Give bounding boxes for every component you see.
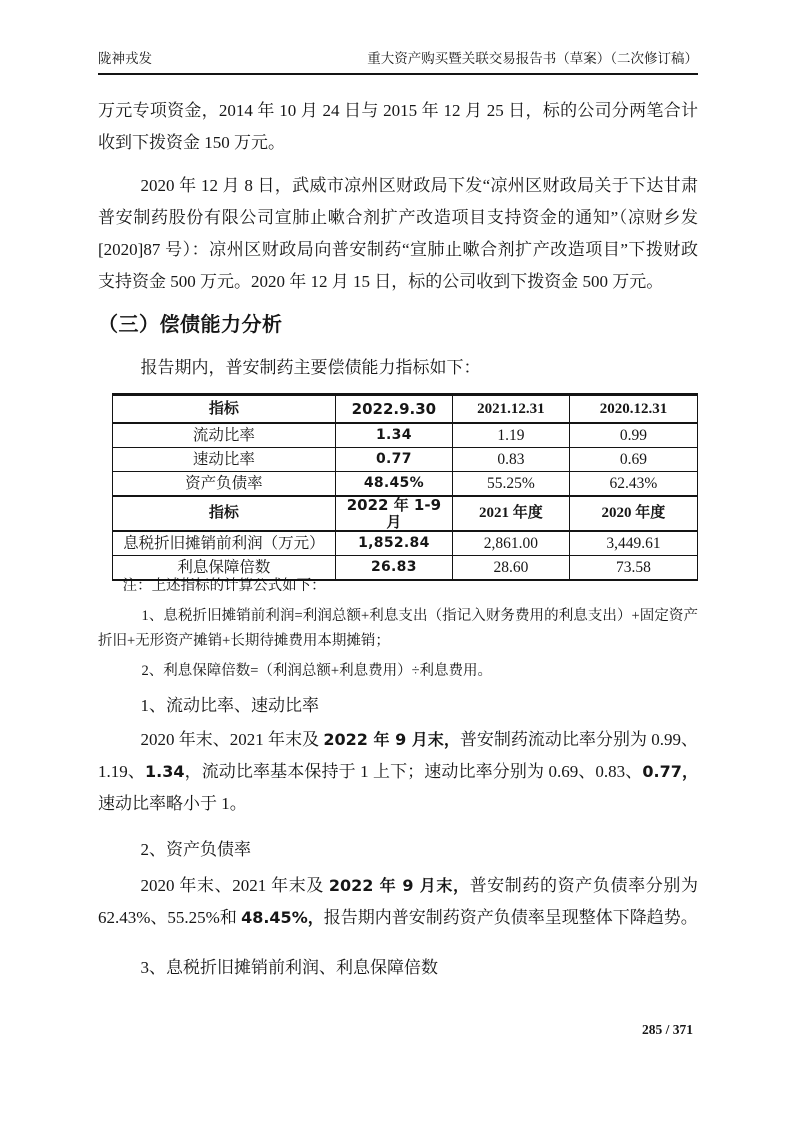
table-notes bbox=[98, 574, 698, 689]
table-cell: 55.25% bbox=[452, 472, 569, 497]
table-cell: 1.34 bbox=[335, 423, 452, 448]
paragraph-funding-notice: 2020 年 12 月 8 日，武威市凉州区财政局下发“凉州区财政局关于下达甘肃普安制药股份有限公司宣肺止嗽合剂扩产改造项目支持资金的通知”（凉财乡发[2020]87 号）：凉州区财政局向普安制药“宣肺止嗽合剂扩产改造项目”下拨财政支持资金 500 万元。2020 年 12 月 15 日，标的公司收到下拨资金 500 万元。 bbox=[98, 176, 698, 291]
note-item-2: 2、利息保障倍数=（利润总额+利息费用）÷利息费用。 bbox=[141, 663, 493, 679]
indicators-table bbox=[112, 393, 698, 581]
table-header-row bbox=[113, 395, 698, 424]
subsection-1-heading: 1、流动比率、速动比率 bbox=[140, 696, 319, 715]
table-cell: 0.77 bbox=[335, 448, 452, 472]
table-cell: 资产负债率 bbox=[113, 472, 336, 497]
table-cell: 0.83 bbox=[452, 448, 569, 472]
table-cell: 1,852.84 bbox=[335, 531, 452, 556]
table-header-row bbox=[113, 496, 698, 531]
subsection-3-heading: 3、息税折旧摊销前利润、利息保障倍数 bbox=[140, 958, 438, 977]
bold-emphasis: 2022 年 9 月末， bbox=[323, 730, 460, 749]
table-cell: 73.58 bbox=[569, 556, 697, 581]
page-number: 285 / 371 bbox=[641, 1022, 693, 1037]
header-left-title: 陇神戎发 bbox=[98, 51, 152, 66]
table-cell: 2020 年度 bbox=[569, 496, 697, 531]
subsection-1-paragraph: 2020 年末、2021 年末及 2022 年 9 月末，普安制药流动比率分别为 0.99、1.19、1.34，流动比率基本保持于 1 上下；速动比率分别为 0.69、0.83、0.77，速动比率略小于 1。 bbox=[98, 730, 699, 813]
table-cell: 3,449.61 bbox=[569, 531, 697, 556]
subsection-2-heading: 2、资产负债率 bbox=[140, 840, 251, 859]
table-cell: 速动比率 bbox=[113, 448, 336, 472]
table-cell: 息税折旧摊销前利润（万元） bbox=[113, 531, 336, 556]
table-cell: 2022 年 1-9 月 bbox=[335, 496, 452, 531]
table-cell: 流动比率 bbox=[113, 423, 336, 448]
table-cell: 62.43% bbox=[569, 472, 697, 497]
table-row bbox=[113, 423, 698, 448]
table-cell: 指标 bbox=[113, 496, 336, 531]
table-cell: 指标 bbox=[113, 395, 336, 424]
table-cell: 26.83 bbox=[335, 556, 452, 581]
paragraph-continuation: 万元专项资金，2014 年 10 月 24 日与 2015 年 12 月 25 日，标的公司分两笔合计收到下拨资金 150 万元。 bbox=[98, 101, 698, 152]
bold-emphasis: 1.34 bbox=[144, 762, 185, 781]
table-cell: 1.19 bbox=[452, 423, 569, 448]
table-cell: 2,861.00 bbox=[452, 531, 569, 556]
table-row bbox=[113, 531, 698, 556]
table-cell: 0.99 bbox=[569, 423, 697, 448]
bold-emphasis: 2022 年 9 月末， bbox=[328, 876, 470, 895]
bold-emphasis: 0.77， bbox=[642, 762, 699, 781]
header-right-title: 重大资产购买暨关联交易报告书（草案）（二次修订稿） bbox=[367, 51, 698, 66]
page-header bbox=[98, 50, 698, 75]
table-intro: 报告期内，普安制药主要偿债能力指标如下： bbox=[140, 358, 481, 377]
table-cell: 28.60 bbox=[452, 556, 569, 581]
table-cell: 2021.12.31 bbox=[452, 395, 569, 424]
subsection-2-paragraph: 2020 年末、2021 年末及 2022 年 9 月末，普安制药的资产负债率分别为 62.43%、55.25%和 48.45%，报告期内普安制药资产负债率呈现整体下降趋势。 bbox=[98, 876, 699, 927]
table-cell: 2021 年度 bbox=[452, 496, 569, 531]
table-row bbox=[113, 448, 698, 472]
table-cell: 利息保障倍数 bbox=[113, 556, 336, 581]
section-heading: （三）偿债能力分析 bbox=[98, 312, 283, 336]
table-cell: 48.45% bbox=[335, 472, 452, 497]
bold-emphasis: 48.45%， bbox=[241, 908, 324, 927]
table-cell: 0.69 bbox=[569, 448, 697, 472]
note-intro: 注：上述指标的计算公式如下： bbox=[122, 578, 326, 594]
table-row bbox=[113, 472, 698, 497]
note-item-1: 1、息税折旧摊销前利润=利润总额+利息支出（指记入财务费用的利息支出）+固定资产折旧+无形资产摊销+长期待摊费用本期摊销； bbox=[98, 608, 698, 649]
table-cell: 2022.9.30 bbox=[335, 395, 452, 424]
table-cell: 2020.12.31 bbox=[569, 395, 697, 424]
